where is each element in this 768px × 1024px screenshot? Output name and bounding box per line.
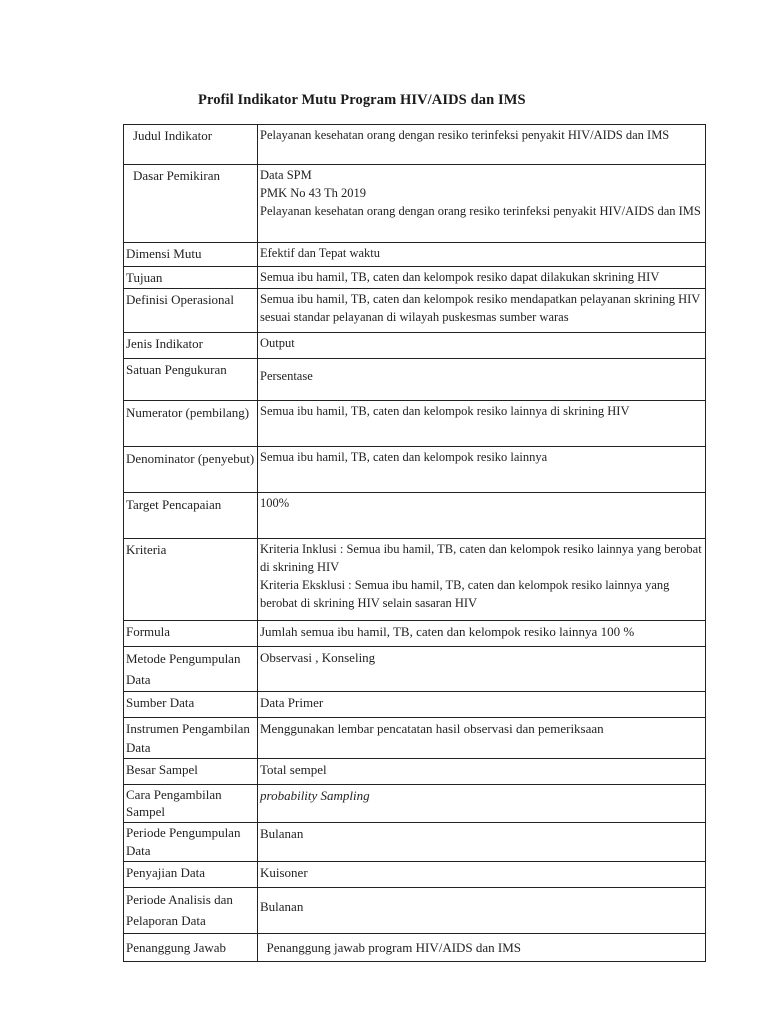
row-label: Numerator (pembilang) (124, 401, 258, 447)
table-row (124, 862, 706, 888)
table-row (124, 539, 706, 621)
row-label: Dasar Pemikiran (124, 165, 258, 243)
row-label: Metode Pengumpulan Data (124, 647, 258, 692)
row-value: Kriteria Inklusi : Semua ibu hamil, TB, caten dan kelompok resiko lainnya yang berobat di skrining HIV Kriteria Eksklusi : Semua ibu hamil, TB, caten dan kelompok resiko lainnya yang berobat di skrining HIV selain sasaran HIV (258, 539, 706, 621)
indicator-profile-table (123, 124, 706, 962)
table-row (124, 289, 706, 333)
table-row (124, 333, 706, 359)
row-value: Semua ibu hamil, TB, caten dan kelompok resiko lainnya (258, 447, 706, 493)
row-value: probability Sampling (258, 785, 706, 823)
row-label: Formula (124, 621, 258, 647)
row-value: 100% (258, 493, 706, 539)
table-row (124, 125, 706, 165)
row-value: Efektif dan Tepat waktu (258, 243, 706, 267)
row-label: Judul Indikator (124, 125, 258, 165)
row-value: Kuisoner (258, 862, 706, 888)
row-label: Cara Pengambilan Sampel (124, 785, 258, 823)
table-row (124, 647, 706, 692)
row-label: Periode Analisis dan Pelaporan Data (124, 888, 258, 934)
row-label: Penanggung Jawab (124, 934, 258, 962)
table-row (124, 165, 706, 243)
row-value: Data SPM PMK No 43 Th 2019 Pelayanan kesehatan orang dengan orang resiko terinfeksi penyakit HIV/AIDS dan IMS (258, 165, 706, 243)
row-value: Pelayanan kesehatan orang dengan resiko terinfeksi penyakit HIV/AIDS dan IMS (258, 125, 706, 165)
table-row (124, 243, 706, 267)
row-label: Instrumen Pengambilan Data (124, 718, 258, 759)
table-row (124, 934, 706, 962)
row-label: Jenis Indikator (124, 333, 258, 359)
table-row (124, 359, 706, 401)
table-row (124, 888, 706, 934)
row-value: Bulanan (258, 888, 706, 934)
row-value: Data Primer (258, 692, 706, 718)
row-value: Penanggung jawab program HIV/AIDS dan IMS (258, 934, 706, 962)
table-row (124, 493, 706, 539)
row-label: Periode Pengumpulan Data (124, 823, 258, 862)
table-row (124, 823, 706, 862)
row-value: Menggunakan lembar pencatatan hasil observasi dan pemeriksaan (258, 718, 706, 759)
row-label: Tujuan (124, 267, 258, 289)
row-label: Kriteria (124, 539, 258, 621)
row-value: Jumlah semua ibu hamil, TB, caten dan kelompok resiko lainnya 100 % (258, 621, 706, 647)
document-title: Profil Indikator Mutu Program HIV/AIDS dan IMS (198, 92, 526, 108)
row-value: Observasi , Konseling (258, 647, 706, 692)
table-row (124, 692, 706, 718)
table-row (124, 447, 706, 493)
row-label: Sumber Data (124, 692, 258, 718)
row-value: Bulanan (258, 823, 706, 862)
table-row (124, 267, 706, 289)
row-label: Denominator (penyebut) (124, 447, 258, 493)
row-value: Semua ibu hamil, TB, caten dan kelompok resiko mendapatkan pelayanan skrining HIV sesuai standar pelayanan di wilayah puskesmas sumber waras (258, 289, 706, 333)
table-row (124, 759, 706, 785)
table-row (124, 621, 706, 647)
row-value: Semua ibu hamil, TB, caten dan kelompok resiko lainnya di skrining HIV (258, 401, 706, 447)
row-label: Satuan Pengukuran (124, 359, 258, 401)
row-label: Target Pencapaian (124, 493, 258, 539)
row-value: Output (258, 333, 706, 359)
row-label: Dimensi Mutu (124, 243, 258, 267)
row-value: Total sempel (258, 759, 706, 785)
row-label: Besar Sampel (124, 759, 258, 785)
table-row (124, 785, 706, 823)
row-label: Penyajian Data (124, 862, 258, 888)
table-row (124, 401, 706, 447)
row-value: Persentase (258, 359, 706, 401)
row-value: Semua ibu hamil, TB, caten dan kelompok resiko dapat dilakukan skrining HIV (258, 267, 706, 289)
table-row (124, 718, 706, 759)
row-label: Definisi Operasional (124, 289, 258, 333)
